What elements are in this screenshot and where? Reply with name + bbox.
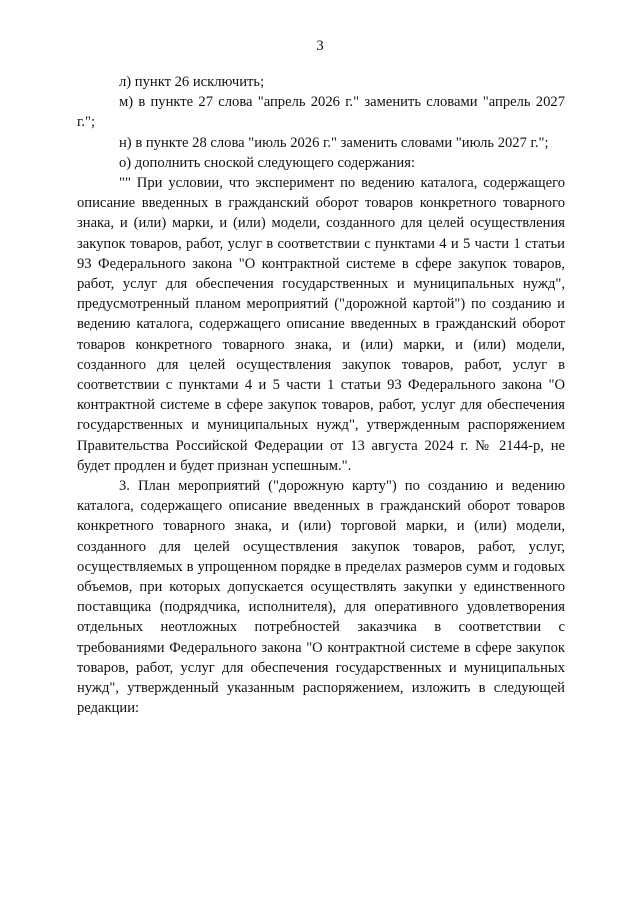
- page-number: 3: [316, 38, 324, 54]
- paragraph-item-m: м) в пункте 27 слова "апрель 2026 г." заменить словами "апрель 2027 г.";: [77, 94, 565, 131]
- paragraph-item-o: о) дополнить сноской следующего содержания:: [119, 154, 416, 171]
- footnote-text: "" При условии, что эксперимент по ведению каталога, содержащего описание введенных в гражданский оборот товаров конкретного товарного знака, и (или) марки, и (или) модели, созданного для целей осуществления закупок товаров, работ, услуг в соответствии с пунктами 4 и 5 части 1 статьи 93 Федерального закона "О контрактной системе в сфере закупок товаров, работ, услуг для обеспечения государственных и муниципальных нужд", предусмотренный планом мероприятий ("дорожной картой") по созданию и ведению каталога, содержащего описание введенных в гражданский оборот товаров конкретного товарного знака, и (или) марки, и (или) модели, созданного для целей осуществления закупок товаров, работ, услуг в соответствии с пунктами 4 и 5 части 1 статьи 93 Федерального закона "О контрактной системе в сфере закупок товаров, работ, услуг для обеспечения государственных и муниципальных нужд", утвержденным распоряжением Правительства Российской Федерации от 13 августа 2024 г. № 2144-р, не будет продлен и будет признан успешным.".: [77, 175, 565, 474]
- paragraph-item-n: н) в пункте 28 слова "июль 2026 г." заменить словами "июль 2027 г.";: [119, 134, 549, 151]
- paragraph-item-3: 3. План мероприятий ("дорожную карту") по созданию и ведению каталога, содержащего описание введенных в гражданский оборот товаров конкретного товарного знака, и (или) торговой марки, и (или) модели, созданного для целей осуществления закупок товаров, работ, услуг, осуществляемых в упрощенном порядке в пределах размеров сумм и годовых объемов, при которых допускается осуществлять закупки у единственного поставщика (подрядчика, исполнителя), для оперативного удовлетворения отдельных неотложных потребностей заказчика в соответствии с требованиями Федерального закона "О контрактной системе в сфере закупок товаров, работ, услуг для обеспечения государственных и муниципальных нужд", утвержденный указанным распоряжением, изложить в следующей редакции:: [77, 478, 565, 717]
- paragraph-item-l: л) пункт 26 исключить;: [119, 74, 265, 90]
- document-body: [77, 72, 565, 719]
